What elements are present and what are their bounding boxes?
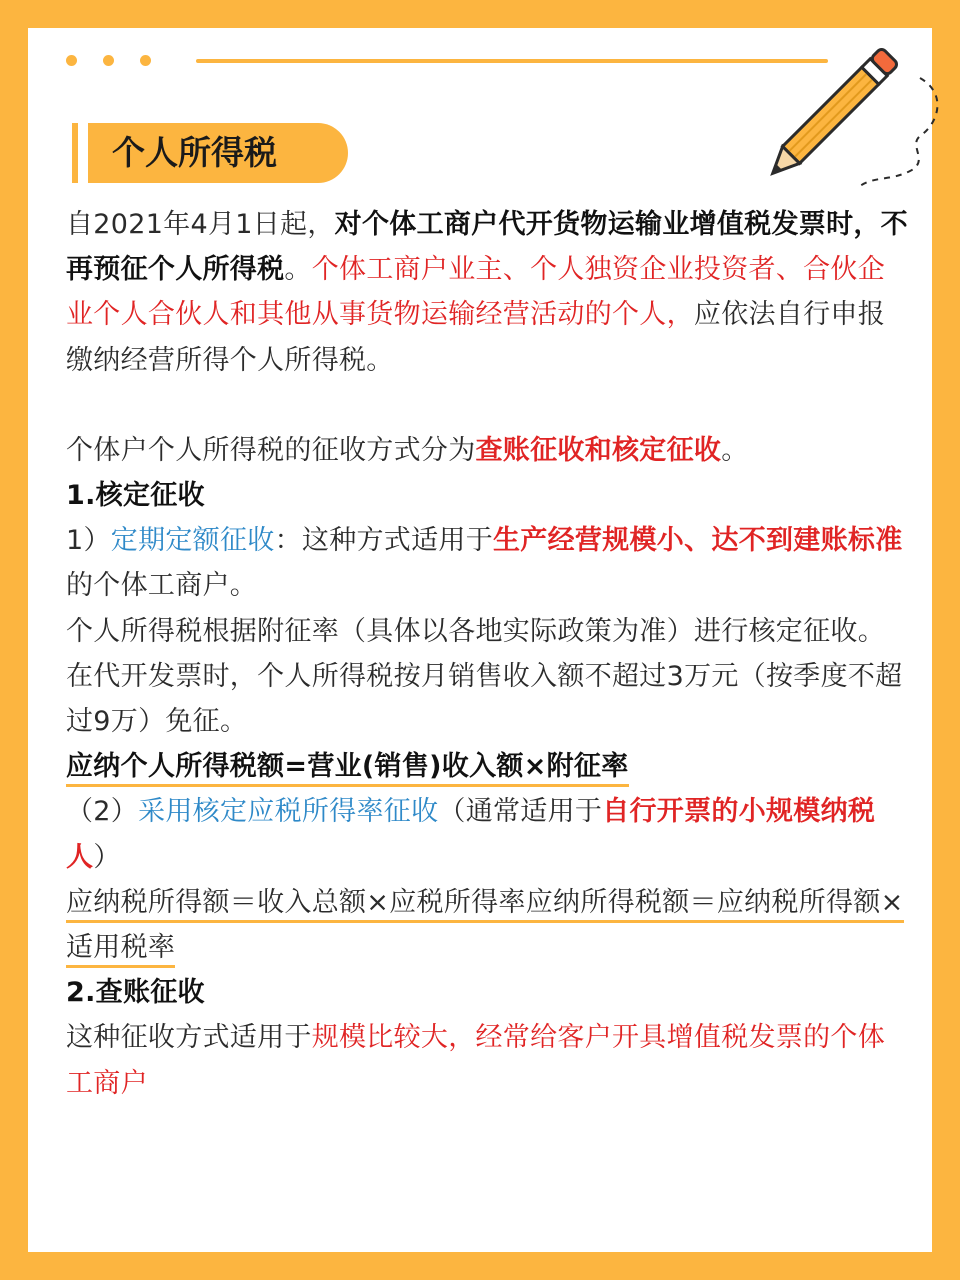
item1-prefix: 1） <box>66 525 111 557</box>
formula-1 <box>66 744 908 789</box>
surcharge-paragraph: 个人所得税根据附征率（具体以各地实际政策为准）进行核定征收。在代开发票时，个人所得税按月销售收入额不超过3万元（按季度不超过9万）免征。 <box>66 615 903 738</box>
item-income-rate <box>66 789 908 879</box>
title-accent-bar <box>72 123 78 183</box>
formula-2 <box>66 880 908 970</box>
item2-name: 采用核定应税所得率征收 <box>138 796 439 828</box>
intro-red-subjects: 个体工商户业主、个人独资企业投资者、合伙企业个人合伙人和其他从事货物运输经营活动的个人， <box>66 254 886 331</box>
intro-paragraph <box>66 202 908 383</box>
methods-lead: 个体户个人所得税的征收方式分为 <box>66 434 476 466</box>
methods-paragraph <box>66 428 908 473</box>
dot <box>140 55 151 66</box>
spacer <box>66 383 908 428</box>
methods-period: 。 <box>721 434 749 466</box>
methods-highlight: 查账征收和核定征收 <box>475 434 722 466</box>
dot <box>103 55 114 66</box>
item1-highlight: 生产经营规模小、达不到建账标准 <box>493 525 903 557</box>
dot <box>66 55 77 66</box>
section-heading-audit: 2.查账征收 <box>66 977 205 1009</box>
intro-date: 自2021年4月1日起， <box>66 209 335 240</box>
audit-paragraph <box>66 1015 908 1105</box>
item2-mid: （通常适用于 <box>438 796 603 828</box>
item1-tail: 的个体工商户。 <box>66 570 258 602</box>
audit-highlight: 规模比较大，经常给客户开具增值税发票的个体工商户 <box>66 1022 886 1099</box>
article-body <box>66 202 908 1106</box>
item1-name: 定期定额征收 <box>110 525 275 557</box>
intro-bold-policy: 对个体工商户代开货物运输业增值税发票时，不再预征个人所得税 <box>66 209 908 286</box>
formula-1-text: 应纳个人所得税额=营业(销售)收入额×附征率 <box>66 751 629 787</box>
item1-mid: ：这种方式适用于 <box>274 525 493 557</box>
item-fixed-quota <box>66 518 908 608</box>
intro-period: 。 <box>284 254 312 286</box>
audit-lead: 这种征收方式适用于 <box>66 1022 312 1054</box>
item2-prefix: （2） <box>66 796 139 828</box>
top-divider <box>196 59 828 63</box>
section-heading-verified: 1.核定征收 <box>66 480 205 512</box>
three-dots-icon <box>66 55 151 66</box>
formula-2-text: 应纳税所得额＝收入总额×应税所得率应纳所得税额＝应纳税所得额×适用税率 <box>66 887 904 968</box>
page-title: 个人所得税 <box>112 133 277 172</box>
item2-highlight: 自行开票的小规模纳税人 <box>66 796 876 873</box>
intro-obligation: 应依法自行申报缴纳经营所得个人所得税。 <box>66 299 886 376</box>
pencil-icon <box>770 36 960 226</box>
item2-tail: ） <box>93 841 121 873</box>
